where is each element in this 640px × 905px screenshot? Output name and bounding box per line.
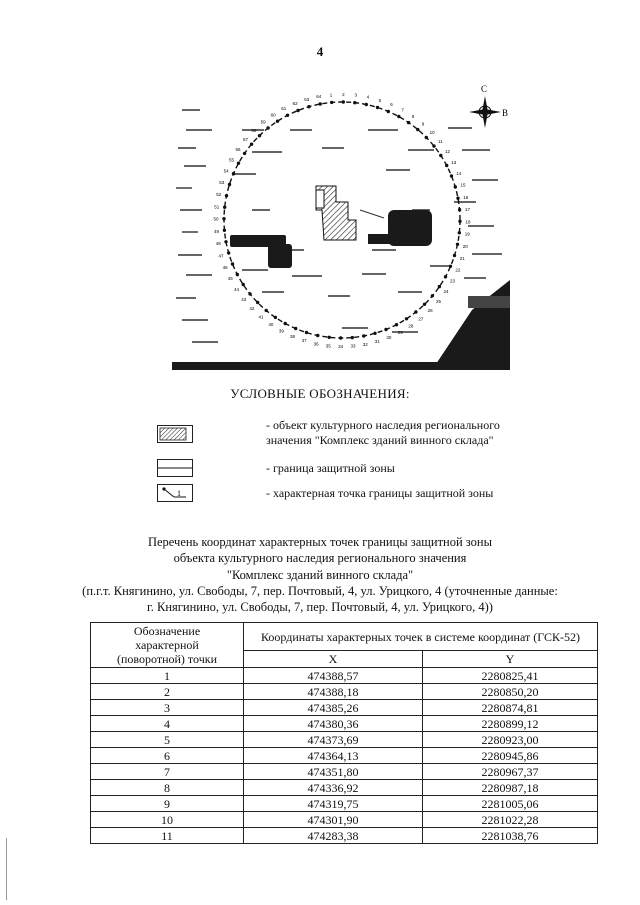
coordinates-table [90, 622, 598, 844]
table-row [91, 748, 598, 764]
point-number-cell: 8 [91, 780, 244, 796]
zone-point-label: 61 [281, 106, 287, 112]
x-coordinate-cell: 474351,80 [244, 764, 423, 780]
zone-point-marker [250, 143, 253, 146]
zone-point-marker [414, 310, 417, 313]
zone-point-label: 1 [329, 92, 333, 98]
y-coordinate-cell: 2280923,00 [423, 732, 598, 748]
zone-point-label: 54 [223, 168, 229, 174]
zone-point-label: 3 [354, 92, 357, 98]
zone-point-marker [351, 336, 354, 339]
zone-point-label: 58 [251, 127, 257, 133]
zone-point-label: 52 [216, 192, 222, 198]
table-row [91, 684, 598, 700]
zone-point-marker [384, 328, 387, 331]
zone-point-marker [228, 183, 231, 186]
zone-point-label: 41 [258, 314, 264, 320]
table-row [91, 732, 598, 748]
zone-point-label: 44 [233, 286, 240, 292]
title-line: объекта культурного наследия регионального значения [173, 551, 467, 566]
zone-point-marker [395, 323, 398, 326]
zone-point-marker [330, 101, 333, 104]
zone-point-marker [227, 251, 230, 254]
zone-point-marker [423, 303, 426, 306]
north-arrow-icon [469, 96, 501, 128]
zone-point-label: 46 [222, 264, 228, 270]
zone-point-label: 33 [350, 343, 356, 349]
table-row [91, 796, 598, 812]
zone-point-marker [444, 275, 447, 278]
zone-point-label: 34 [338, 344, 344, 349]
zone-point-label: 50 [213, 216, 219, 222]
y-coordinate-cell: 2280967,37 [423, 764, 598, 780]
zone-point-marker [319, 102, 322, 105]
legend-point-label: - характерная точка границы защитной зоны [266, 486, 494, 500]
legend-zone-boundary-label: - граница защитной зоны [266, 461, 395, 475]
zone-point-marker [458, 208, 461, 211]
zone-point-label: 48 [215, 241, 221, 247]
zone-point-label: 12 [444, 149, 451, 155]
zone-point-marker [248, 292, 251, 295]
zone-point-marker [407, 121, 410, 124]
y-coordinate-cell: 2280945,86 [423, 748, 598, 764]
zone-point-marker [266, 126, 269, 129]
zone-point-label: 30 [386, 334, 392, 340]
zone-point-marker [353, 101, 356, 104]
table-row [91, 764, 598, 780]
point-number-cell: 2 [91, 684, 244, 700]
point-number-cell: 5 [91, 732, 244, 748]
zone-point-label: 28 [408, 323, 414, 329]
zone-point-marker [232, 172, 235, 175]
site-map [172, 70, 510, 370]
zone-point-marker [365, 103, 368, 106]
zone-point-label: 26 [427, 308, 433, 314]
zone-point-marker [307, 105, 310, 108]
legend-zone-boundary-symbol [157, 459, 193, 477]
zone-point-marker [439, 154, 442, 157]
zone-point-label: 35 [325, 343, 331, 349]
zone-point-label: 27 [418, 316, 424, 322]
zone-point-label: 29 [397, 329, 403, 335]
zone-point-label: 56 [235, 146, 241, 152]
zone-point-label: 45 [227, 276, 233, 282]
zone-point-marker [454, 185, 457, 188]
zone-point-label: 60 [270, 112, 276, 118]
zone-point-label: 7 [401, 107, 404, 113]
legend-title: УСЛОВНЫЕ ОБОЗНАЧЕНИЯ: [230, 386, 410, 401]
zone-point-marker [223, 229, 226, 232]
zone-point-marker [236, 273, 239, 276]
point-number-cell: 4 [91, 716, 244, 732]
point-number-cell: 9 [91, 796, 244, 812]
zone-point-label: 13 [451, 159, 457, 165]
zone-point-label: 63 [304, 97, 310, 102]
zone-point-marker [224, 240, 227, 243]
x-coordinate-cell: 474301,90 [244, 812, 423, 828]
table-row [91, 668, 598, 684]
zone-point-marker [456, 243, 459, 246]
point-number-cell: 10 [91, 812, 244, 828]
zone-point-label: 32 [362, 341, 368, 347]
zone-point-marker [376, 106, 379, 109]
zone-point-label: 16 [463, 194, 469, 200]
zone-point-marker [405, 317, 408, 320]
zone-point-marker [265, 309, 268, 312]
table-row [91, 716, 598, 732]
y-coordinate-cell: 2280874,81 [423, 700, 598, 716]
zone-point-label: 15 [460, 182, 466, 188]
zone-point-label: 2 [342, 92, 345, 97]
zone-point-marker [456, 197, 459, 200]
zone-point-label: 25 [435, 299, 442, 304]
zone-point-label: 24 [443, 289, 449, 295]
table-row [91, 828, 598, 844]
y-coordinate-cell: 2281005,06 [423, 796, 598, 812]
point-number-cell: 6 [91, 748, 244, 764]
legend-heritage-symbol [157, 425, 193, 443]
zone-point-label: 9 [421, 121, 425, 127]
zone-point-marker [296, 109, 299, 112]
zone-point-marker [453, 254, 456, 257]
zone-point-marker [450, 174, 453, 177]
zone-point-marker [243, 152, 246, 155]
page-number: 4 [316, 44, 324, 59]
compass-east-label: В [502, 108, 509, 118]
zone-point-marker [387, 110, 390, 113]
zone-point-label: 51 [214, 204, 220, 210]
x-coordinate-cell: 474385,26 [244, 700, 423, 716]
zone-point-label: 53 [219, 180, 225, 186]
title-line: (п.г.т. Княгинино, ул. Свободы, 7, пер. Почтовый, 4, ул. Урицкого, 4 (уточненные данные: [82, 583, 558, 598]
legend-point-number: 1 [177, 489, 181, 498]
zone-point-marker [276, 120, 279, 123]
zone-point-marker [316, 334, 319, 337]
zone-point-marker [397, 115, 400, 118]
y-coordinate-cell: 2281022,28 [423, 812, 598, 828]
x-coordinate-cell: 474380,36 [244, 716, 423, 732]
title-line: г. Княгинино, ул. Свободы, 7, пер. Почтовый, 4, ул. Урицкого, 4)) [147, 600, 493, 615]
map-street [360, 210, 384, 218]
zone-point-marker [223, 206, 226, 209]
zone-point-label: 59 [260, 119, 266, 125]
zone-point-marker [237, 162, 240, 165]
zone-point-label: 47 [218, 253, 224, 259]
zone-point-label: 55 [228, 157, 235, 163]
zone-point-marker [342, 100, 345, 103]
zone-point-marker [274, 316, 277, 319]
legend-point-symbol [157, 484, 193, 502]
point-column-header: Обозначение характерной (поворотной) точки [91, 623, 244, 668]
zone-point-label: 20 [462, 243, 468, 249]
zone-point-marker [242, 283, 245, 286]
zone-point-label: 43 [241, 296, 247, 302]
point-number-cell: 3 [91, 700, 244, 716]
zone-point-marker [432, 144, 435, 147]
zone-point-label: 8 [411, 114, 415, 119]
x-coordinate-cell: 474388,18 [244, 684, 423, 700]
zone-point-label: 31 [374, 339, 380, 344]
zone-point-label: 37 [301, 338, 307, 344]
zone-point-marker [225, 194, 228, 197]
zone-point-marker [431, 294, 434, 297]
y-coordinate-cell: 2280899,12 [423, 716, 598, 732]
zone-point-label: 39 [278, 328, 284, 334]
zone-point-label: 62 [292, 101, 298, 107]
x-coordinate-cell: 474283,38 [244, 828, 423, 844]
x-coordinate-cell: 474388,57 [244, 668, 423, 684]
zone-point-marker [294, 327, 297, 330]
zone-point-label: 22 [455, 267, 461, 273]
zone-point-label: 36 [313, 341, 319, 347]
zone-point-marker [373, 332, 376, 335]
zone-point-marker [416, 128, 419, 131]
zone-point-marker [445, 164, 448, 167]
title-line: "Комплекс зданий винного склада" [226, 567, 414, 582]
zone-point-label: 11 [437, 139, 443, 145]
table-row [91, 812, 598, 828]
zone-point-label: 49 [213, 229, 220, 234]
zone-point-label: 64 [316, 94, 322, 100]
zone-point-label: 17 [464, 207, 471, 212]
zone-point-marker [328, 336, 331, 339]
zone-point-marker [449, 265, 452, 268]
y-coordinate-cell: 2281038,76 [423, 828, 598, 844]
y-column-header: Y [423, 651, 598, 668]
zone-point-label: 21 [459, 255, 465, 261]
zone-point-label: 14 [456, 171, 462, 177]
table-row [91, 780, 598, 796]
zone-point-marker [438, 285, 441, 288]
zone-point-marker [425, 136, 428, 139]
zone-point-label: 57 [242, 137, 249, 142]
zone-point-marker [458, 220, 461, 223]
zone-point-label: 19 [464, 231, 470, 237]
y-coordinate-cell: 2280850,20 [423, 684, 598, 700]
y-coordinate-cell: 2280825,41 [423, 668, 598, 684]
y-coordinate-cell: 2280987,18 [423, 780, 598, 796]
legend-heritage-label: - объект культурного наследия регионального значения "Комплекс зданий винного склада" [266, 418, 500, 447]
zone-point-label: 5 [378, 97, 382, 103]
zone-point-label: 18 [465, 219, 471, 225]
zone-point-label: 38 [289, 333, 296, 339]
zone-point-marker [362, 334, 365, 337]
x-coordinate-cell: 474336,92 [244, 780, 423, 796]
zone-point-marker [458, 231, 461, 234]
coordinates-list-title [0, 534, 640, 615]
zone-point-marker [305, 331, 308, 334]
x-column-header: X [244, 651, 423, 668]
zone-point-label: 42 [249, 306, 255, 312]
title-line: Перечень координат характерных точек границы защитной зоны [147, 535, 493, 549]
x-coordinate-cell: 474364,13 [244, 748, 423, 764]
zone-point-label: 4 [366, 94, 370, 100]
coords-column-header: Координаты характерных точек в системе координат (ГСК-52) [244, 623, 598, 651]
zone-point-label: 23 [449, 278, 456, 284]
zone-point-marker [231, 262, 234, 265]
point-number-cell: 1 [91, 668, 244, 684]
zone-point-marker [258, 134, 261, 137]
compass-north-label: С [481, 84, 488, 94]
zone-point-marker [284, 322, 287, 325]
zone-point-label: 6 [390, 102, 393, 108]
zone-point-marker [339, 336, 342, 339]
x-coordinate-cell: 474373,69 [244, 732, 423, 748]
point-number-cell: 11 [91, 828, 244, 844]
margin-line [6, 838, 7, 900]
zone-point-marker [222, 217, 225, 220]
x-coordinate-cell: 474319,75 [244, 796, 423, 812]
heritage-object [316, 186, 356, 240]
zone-point-label: 40 [268, 322, 274, 327]
table-row [91, 700, 598, 716]
point-number-cell: 7 [91, 764, 244, 780]
zone-point-label: 10 [429, 129, 435, 135]
zone-point-marker [256, 301, 259, 304]
zone-point-marker [286, 114, 289, 117]
